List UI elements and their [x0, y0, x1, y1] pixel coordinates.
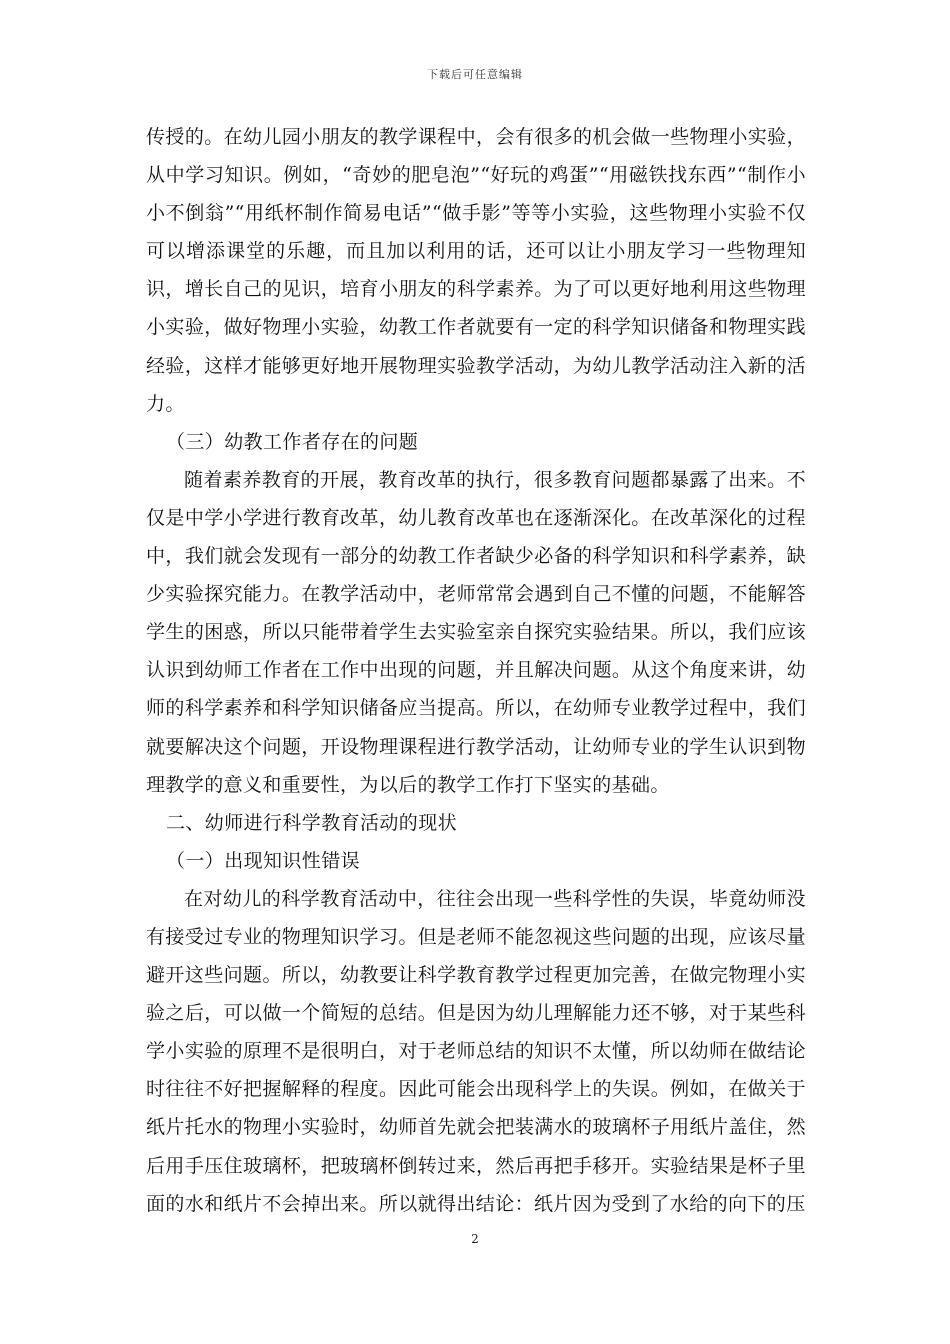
- paragraph-2: 随着素养教育的开展，教育改革的执行，很多教育问题都暴露了出来。不仅是中学小学进行教育改革，幼儿教育改革也在逐渐深化。在改革深化的过程中，我们就会发现有一部分的幼教工作者缺少必备的科学知识和科学素养，缺少实验探究能力。在教学活动中，老师常常会遇到自己不懂的问题，不能解答学生的困惑，所以只能带着学生去实验室亲自探究实验结果。所以，我们应该认识到幼师工作者在工作中出现的问题，并且解决问题。从这个角度来讲，幼师的科学素养和科学知识储备应当提高。所以，在幼师专业教学过程中，我们就要解决这个问题，开设物理课程进行教学活动，让幼师专业的学生认识到物理教学的意义和重要性，为以后的教学工作打下坚实的基础。: [146, 468, 806, 796]
- page-number: 2: [471, 1232, 479, 1246]
- chapter-heading-2: 二、幼师进行科学教育活动的现状: [166, 811, 458, 834]
- page-header: 下载后可任意编辑: [427, 68, 523, 81]
- paragraph-1: 传授的。在幼儿园小朋友的教学课程中，会有很多的机会做一些物理小实验，从中学习知识。例如，“奇妙的肥皂泡”“好玩的鸡蛋”“用磁铁找东西”“制作小小不倒翁”“用纸杯制作简易电话”“做手影”等等小实验，这些物理小实验不仅可以增添课堂的乐趣，而且加以利用的话，还可以让小朋友学习一些物理知识，增长自己的见识，培育小朋友的科学素养。为了可以更好地利用这些物理小实验，做好物理小实验，幼教工作者就要有一定的科学知识储备和物理实践经验，这样才能够更好地开展物理实验教学活动，为幼儿教学活动注入新的活力。: [146, 126, 806, 415]
- section-heading-3: （三）幼教工作者存在的问题: [166, 430, 419, 453]
- paragraph-3: 在对幼儿的科学教育活动中，往往会出现一些科学性的失误，毕竟幼师没有接受过专业的物理知识学习。但是老师不能忽视这些问题的出现，应该尽量避开这些问题。所以，幼教要让科学教育教学过程更加完善，在做完物理小实验之后，可以做一个简短的总结。但是因为幼儿理解能力还不够，对于某些科学小实验的原理不是很明白，对于老师总结的知识不太懂，所以幼师在做结论时往往不好把握解释的程度。因此可能会出现科学上的失误。例如，在做关于纸片托水的物理小实验时，幼师首先就会把装满水的玻璃杯子用纸片盖住，然后用手压住玻璃杯，把玻璃杯倒转过来，然后再把手移开。实验结果是杯子里面的水和纸片不会掉出来。所以就得出结论：纸片因为受到了水给的向下的压: [146, 887, 806, 1215]
- document-body: [146, 118, 806, 1223]
- section-heading-1: （一）出现知识性错误: [166, 849, 361, 872]
